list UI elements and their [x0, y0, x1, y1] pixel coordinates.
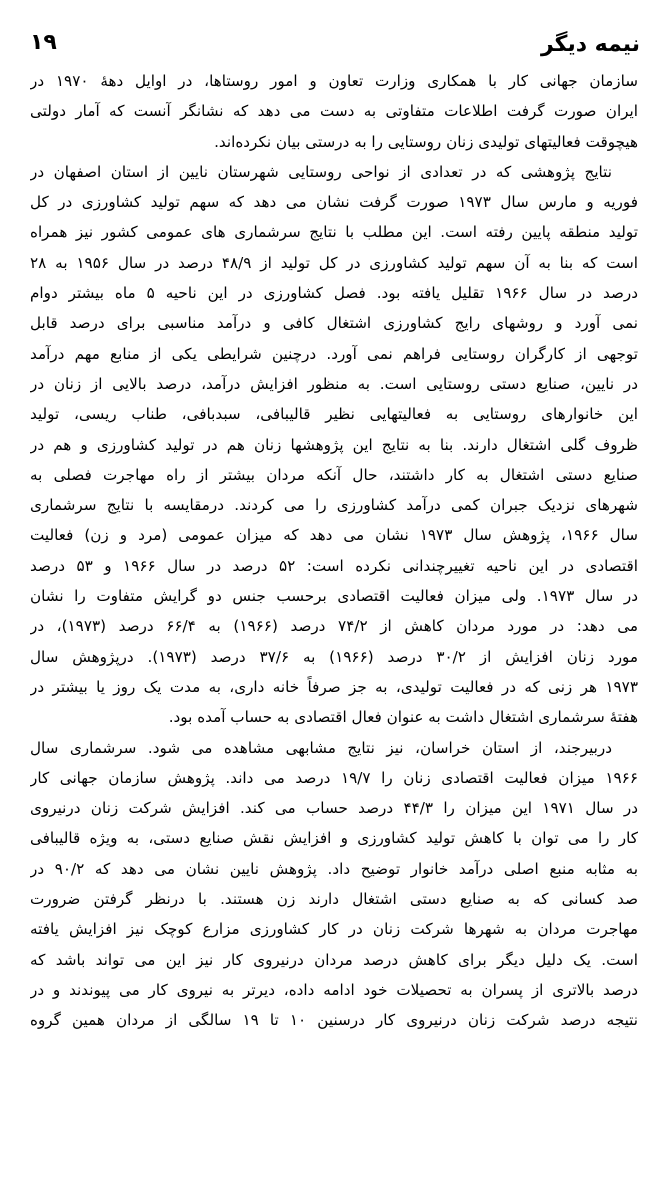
running-title: نیمه دیگر — [540, 32, 640, 57]
text-line: به مثابه منبع اصلی درآمد خانوار توضیح داد. پژوهش نایین نشان می دهد که ۹۰/۲ در — [30, 859, 638, 878]
text-line: درصد در سال ۱۹۶۶ تقلیل یافته بود. فصل کشاورزی در این ناحیه ۵ ماه بیشتر دوام — [30, 284, 638, 303]
text-line: است که بنا به آن سهم تولید کشاورزی در کل تولید از ۴۸/۹ درصد در سال ۱۹۵۶ به ۲۸ — [30, 253, 638, 272]
text-line: فوریه و مارس سال ۱۹۷۳ صورت گرفت نشان می دهد که سهم تولید کشاورزی در کل — [30, 193, 638, 212]
text-line: است. یک دلیل دیگر برای کاهش درصد مردان درنیروی کار نیز این می تواند باشد که — [30, 950, 638, 969]
text-line: توجهی از کارگران روستایی فراهم نمی آورد. درچنین شرایطی یکی از منابع مهم درآمد — [30, 344, 638, 363]
text-line: هیچوقت فعالیتهای تولیدی زنان روستایی را به درستی بیان نکرده‌اند. — [214, 132, 638, 151]
text-line: نتیجه درصد شرکت زنان درنیروی کار درسنین ۱۰ تا ۱۹ سالگی از مردان همین گروه — [30, 1011, 638, 1030]
text-line: مهاجرت مردان به شهرها شرکت زنان در کار کشاورزی مزارع کوچک نیز افزایش یافته — [30, 920, 638, 939]
text-line: ۱۹۷۳ هر زنی که در فعالیت تولیدی، به جز صرفاً خانه داری، به مدت یک روز یا بیشتر در — [30, 677, 638, 696]
text-line: در نایین، صنایع دستی روستایی است. به منظور افزایش درآمد، درصد بالایی از زنان در — [30, 374, 638, 393]
page-header — [30, 30, 640, 64]
paragraph — [30, 66, 638, 157]
text-line: کار را می توان با کاهش تولید کشاورزی و افزایش نقش صنایع دستی، به ویژه قالیبافی — [30, 829, 638, 848]
text-line: نمی آورد و روشهای رایج کشاورزی اشتغال کافی و درآمد مناسبی برای درصد قابل — [30, 314, 638, 333]
text-line: هفتۀ سرشماری اشتغال داشت به عنوان فعال اقتصادی به حساب آمده بود. — [168, 708, 638, 727]
text-line: صد کسانی که به صنایع دستی اشتغال دارند زن هستند. با درنظر گرفتن ضرورت — [30, 890, 638, 909]
text-line: اقتصادی در این ناحیه تغییرچندانی نکرده است: ۵۲ درصد در سال ۱۹۶۶ و ۵۳ درصد — [30, 556, 638, 575]
text-line: در سال ۱۹۷۱ این میزان را ۴۴/۳ درصد حساب می کند. افزایش شرکت زنان درنیروی — [30, 799, 638, 818]
text-line: در سال ۱۹۷۳. ولی میزان فعالیت اقتصادی برحسب جنس دو گرایش متفاوت را نشان — [30, 587, 638, 606]
text-line: ظروف گلی اشتغال دارند. بنا به نتایج این پژوهشها زنان هم در تولید کشاورزی و هم در — [30, 435, 638, 454]
paragraph — [30, 157, 638, 733]
text-line: درصد بالاتری از پسران به تحصیلات خود ادامه داده، دیرتر به نیروی کار می پیوندند و در — [30, 980, 638, 999]
text-line: ایران صورت گرفت اطلاعات متفاوتی به دست می دهد که نشانگر آنست که آمار دولتی — [30, 102, 638, 121]
text-line: شهرهای نزدیک جبران کمی درآمد کشاورزی را می کردند. درمقایسه با نتایج سرشماری — [30, 496, 638, 515]
text-line: مورد زنان افزایش از ۳۰/۲ درصد (۱۹۶۶) به ۳۷/۶ درصد (۱۹۷۳). درپژوهش سال — [30, 647, 638, 666]
text-line: تولید منطقه پایین رفته است. این مطلب با نتایج سرشماری های عمومی کشور نیز همراه — [30, 223, 638, 242]
text-line: ۱۹۶۶ میزان فعالیت اقتصادی زنان را ۱۹/۷ درصد می داند. پژوهش سازمان جهانی کار — [30, 768, 638, 787]
text-line: این خانوارهای روستایی به فعالیتهایی نظیر قالیبافی، سبدبافی، طناب ریسی، تولید — [30, 405, 638, 424]
text-line: سازمان جهانی کار با همکاری وزارت تعاون و امور روستاها، در اوایل دهۀ ۱۹۷۰ در — [30, 72, 638, 90]
text-line: می دهد: در مورد مردان کاهش از ۷۴/۲ درصد (۱۹۶۶) به ۶۶/۴ درصد (۱۹۷۳)، در — [30, 617, 638, 636]
text-line: صنایع دستی اشتغال به کار داشتند، حال آنکه مردان بیشتر از راه مهاجرت فصلی به — [30, 465, 638, 484]
page-number: ۱۹ — [30, 30, 57, 55]
paragraph — [30, 733, 638, 1036]
body-text — [30, 66, 638, 1036]
text-line: سال ۱۹۶۶، پژوهش سال ۱۹۷۳ نشان می دهد که میزان عمومی (مرد و زن) فعالیت — [30, 526, 638, 545]
text-line: نتایج پژوهشی که در تعدادی از نواحی روستایی شهرستان نایین از استان اصفهان در — [30, 162, 612, 181]
text-line: دربیرجند، از استان خراسان، نیز نتایج مشابهی مشاهده می شود. سرشماری سال — [30, 738, 612, 757]
